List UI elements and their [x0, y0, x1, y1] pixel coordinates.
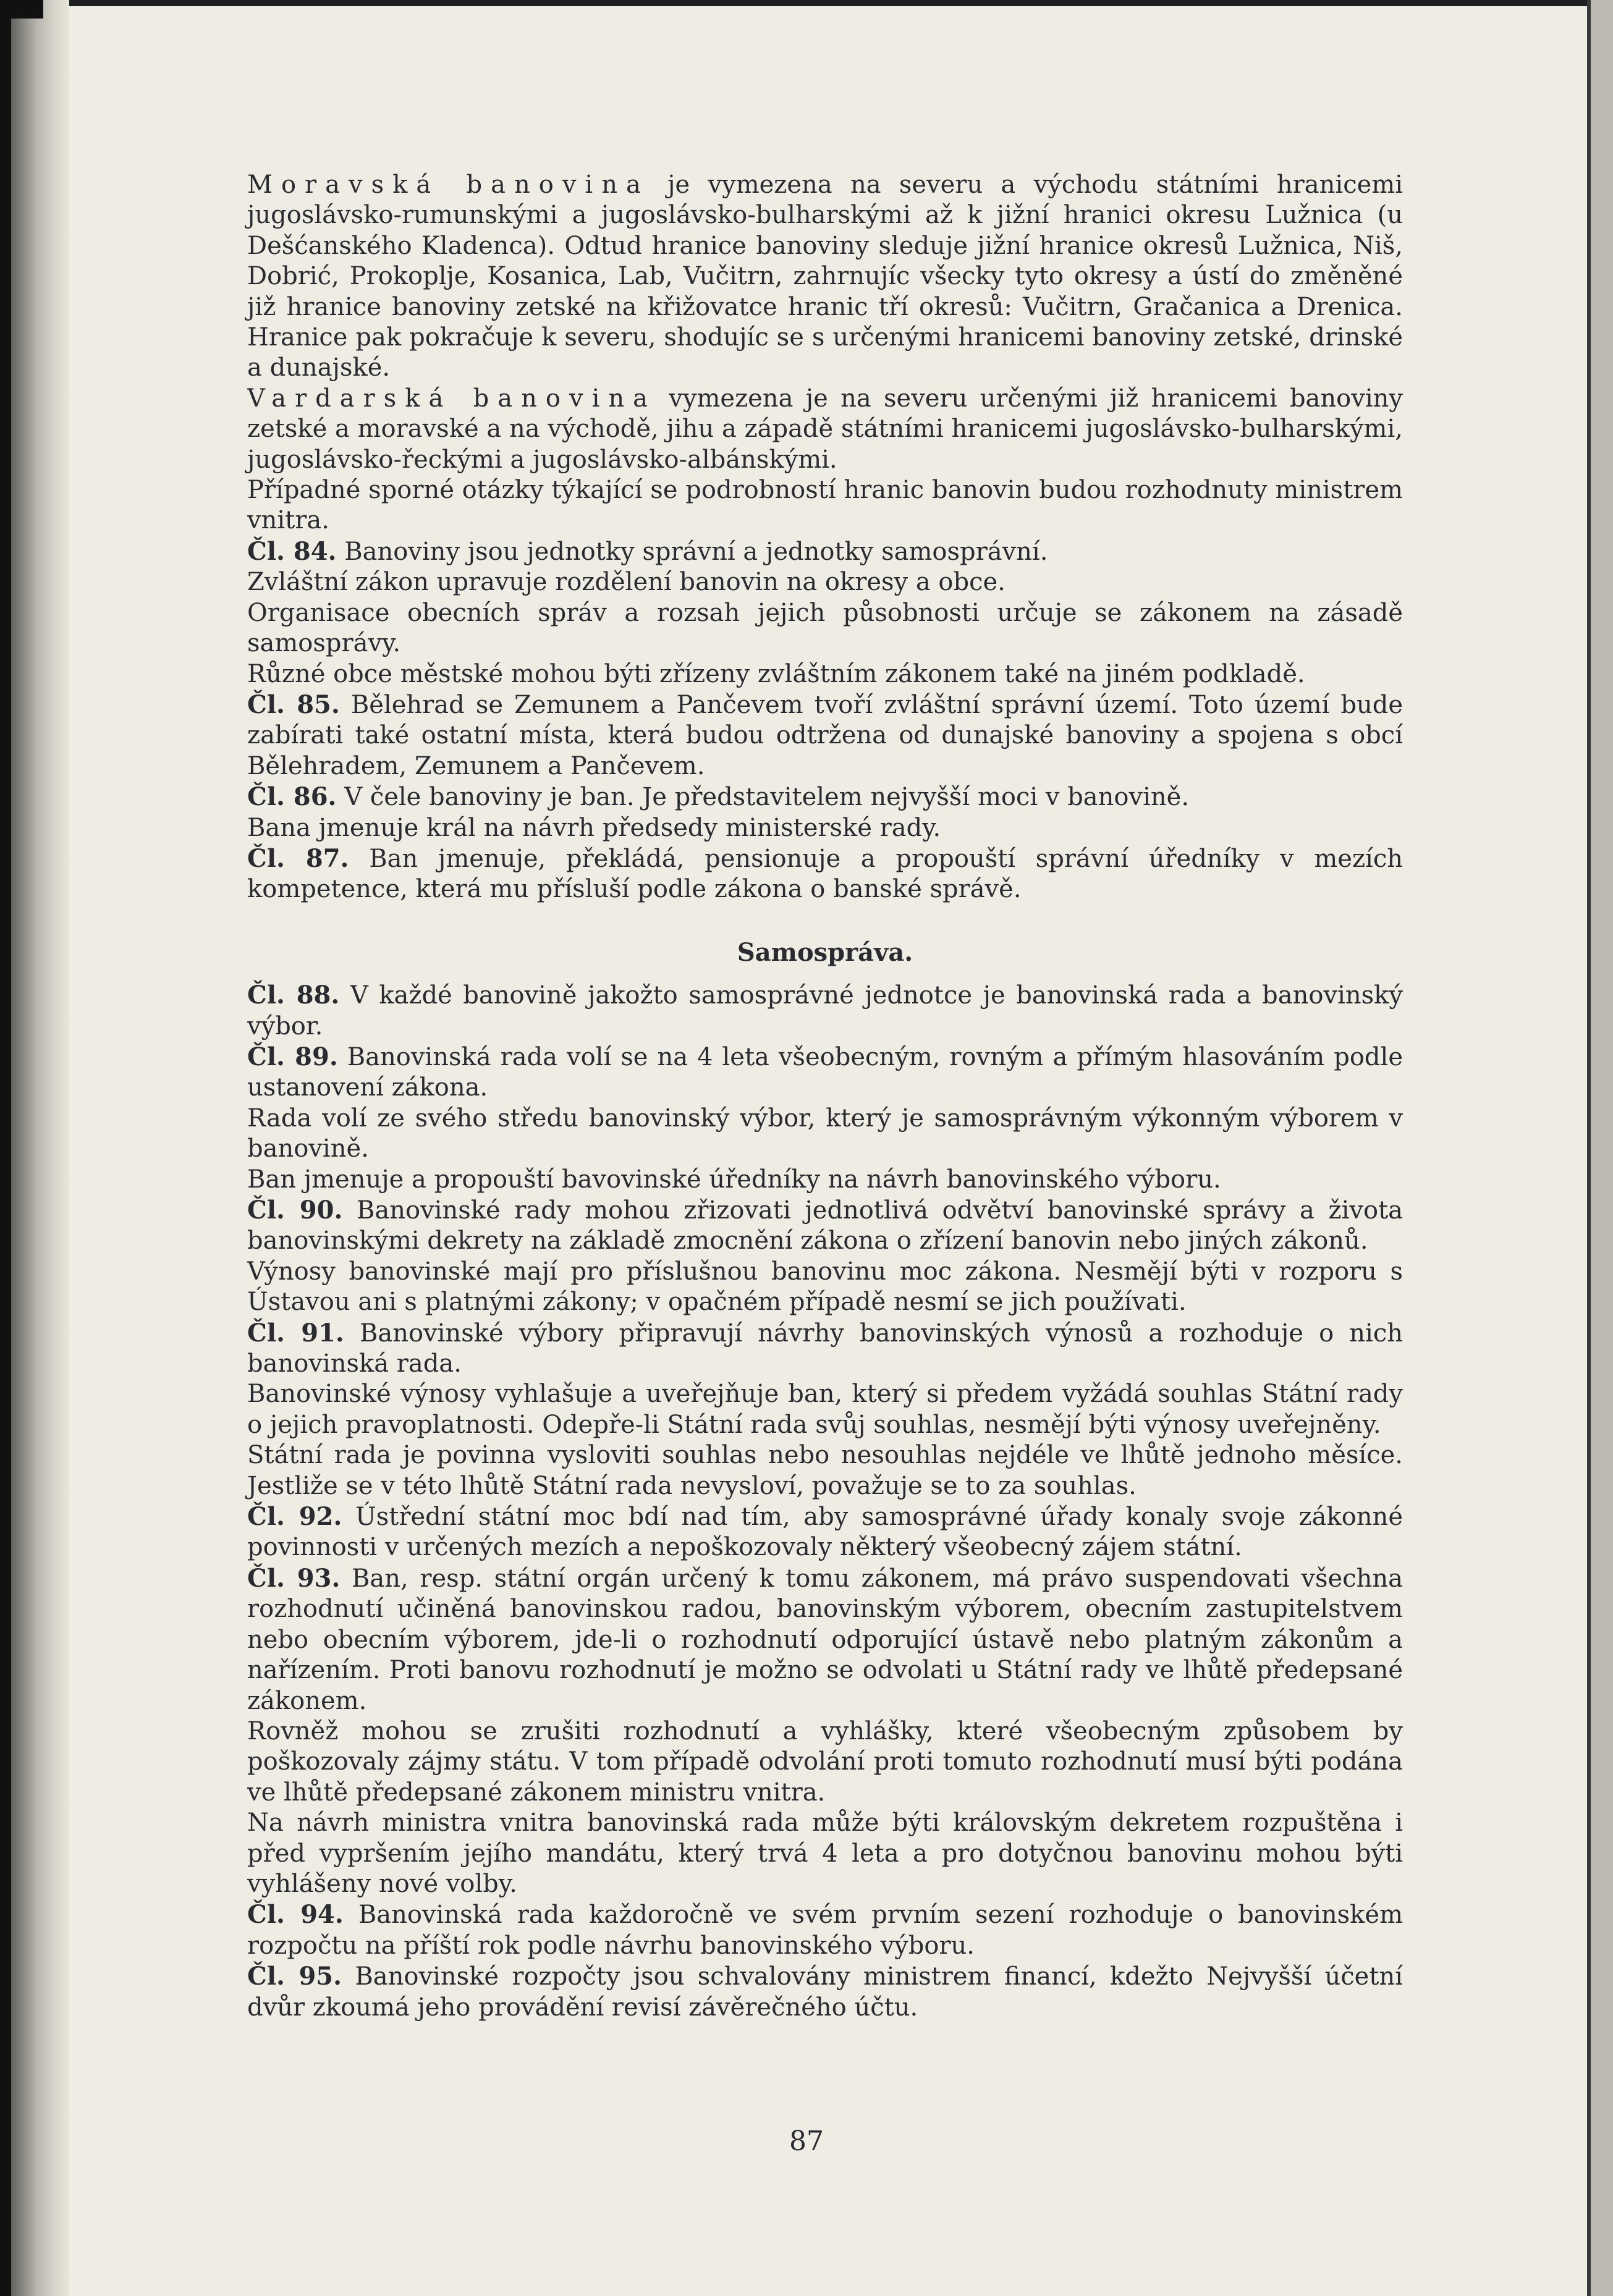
paragraph — [247, 598, 1403, 659]
spaced-term: Vardarská banovina — [247, 384, 656, 413]
paragraph-text: Banoviny jsou jednotky správní a jednotky samosprávní. — [336, 537, 1048, 566]
article-number: Čl. 90. — [247, 1196, 343, 1225]
article-number: Čl. 87. — [247, 843, 349, 873]
paragraph-text: V každé banovině jakožto samosprávné jednotce je banovinská rada a banovinský výbor. — [247, 981, 1403, 1040]
paragraph-text: je vymezena na severu a východu státními hranicemi jugoslávsko-rumunskými a jugoslávsko-bulharskými až k jižní hranici okresu Lužnica (u Dešćanského Kladenca). Odtud hranice banoviny sleduje jižní hranice okresů Lužnica, Niš, Dobrić, Prokoplje, Kosanica, Lab, Vučitrn, zahrnujíc všecky tyto okresy a ústí do změněné již hranice banoviny zetské na křižovatce hranic tří okresů: Vučitrn, Gračanica a Drenica. Hranice pak pokračuje k severu, shodujíc se s určenými hranicemi banoviny zetské, drinské a dunajské. — [247, 171, 1403, 382]
article-number: Čl. 88. — [247, 981, 340, 1010]
article-90 — [247, 1195, 1403, 1257]
paragraph-text: Bana jmenuje král na návrh předsedy ministerské rady. — [247, 813, 941, 842]
article-number: Čl. 85. — [247, 690, 340, 719]
paragraph — [247, 813, 1403, 843]
paragraph-text: Banovinské rozpočty jsou schvalovány ministrem financí, kdežto Nejvyšší účetní dvůr zkoumá jeho provádění revisí závěrečného účtu. — [247, 1962, 1403, 2022]
paragraph — [247, 659, 1403, 690]
paragraph-text: Ústřední státní moc bdí nad tím, aby samosprávné úřady konaly svoje zákonné povinnosti v určených mezích a nepoškozovaly některý všeobecný zájem státní. — [247, 1503, 1403, 1562]
paragraph-text: Banovinská rada volí se na 4 leta všeobecným, rovným a přímým hlasováním podle ustanovení zákona. — [247, 1042, 1403, 1102]
article-93 — [247, 1563, 1403, 1716]
article-number: Čl. 84. — [247, 536, 337, 566]
paragraph-text: Výnosy banovinské mají pro příslušnou banovinu moc zákona. Nesmějí býti v rozporu s Ústavou ani s platnými zákony; v opačném případě nesmí se jich používati. — [247, 1257, 1403, 1317]
article-number: Čl. 95. — [247, 1962, 342, 1991]
article-86 — [247, 782, 1403, 812]
paragraph — [247, 567, 1403, 597]
paragraph-moravska — [247, 170, 1403, 384]
paragraph-text: Různé obce městské mohou býti zřízeny zvláštním zákonem také na jiném podkladě. — [247, 659, 1305, 688]
article-87 — [247, 843, 1403, 905]
book-gutter-shadow — [0, 0, 69, 2296]
paragraph-text: Na návrh ministra vnitra banovinská rada může býti královským dekretem rozpuštěna i před vypršením jejího mandátu, který trvá 4 leta a pro dotyčnou banovinu mohou býti vyhlášeny nové volby. — [247, 1809, 1403, 1898]
article-number: Čl. 93. — [247, 1563, 341, 1593]
paragraph-text: Rovněž mohou se zrušiti rozhodnutí a vyhlášky, které všeobecným způsobem by poškozovaly zájmy státu. V tom případě odvolání proti tomuto rozhodnutí musí býti podána ve lhůtě předepsané zákonem ministru vnitra. — [247, 1716, 1403, 1807]
paragraph — [247, 1165, 1403, 1195]
paragraph-sporne-otazky — [247, 475, 1403, 536]
paragraph-text: Ban jmenuje a propouští bavovinské úředníky na návrh banovinského výboru. — [247, 1165, 1221, 1194]
page-right-edge — [1591, 0, 1613, 2296]
paragraph — [247, 1379, 1403, 1440]
scan-corner-mark — [0, 0, 43, 19]
article-number: Čl. 94. — [247, 1900, 344, 1930]
paragraph — [247, 1716, 1403, 1808]
paragraph-text: Ban jmenuje, překládá, pensionuje a propouští správní úředníky v mezích kompetence, která mu přísluší podle zákona o banské správě. — [247, 844, 1403, 904]
article-number: Čl. 92. — [247, 1502, 342, 1532]
article-92 — [247, 1501, 1403, 1563]
paragraph — [247, 1104, 1403, 1165]
paragraph-text: Státní rada je povinna vysloviti souhlas nebo nesouhlas nejdéle ve lhůtě jednoho měsíce. Jestliže se v této lhůtě Státní rada nevysloví, považuje se to za souhlas. — [247, 1441, 1403, 1500]
article-91 — [247, 1318, 1403, 1380]
article-85 — [247, 690, 1403, 782]
page-number: 87 — [789, 2125, 824, 2157]
paragraph-text: Ban, resp. státní orgán určený k tomu zákonem, má právo suspendovati všechna rozhodnutí učiněná banovinskou radou, banovinským výborem, obecním zastupitelstvem nebo obecním výborem, jde-li o rozhodnutí odporující ústavě nebo platným zákonům a nařízením. Proti banovu rozhodnutí je možno se odvolati u Státní rady ve lhůtě předepsané zákonem. — [247, 1564, 1403, 1715]
paragraph — [247, 1808, 1403, 1899]
article-number: Čl. 91. — [247, 1318, 344, 1348]
paragraph-text: Organisace obecních správ a rozsah jejich působnosti určuje se zákonem na zásadě samosprávy. — [247, 598, 1403, 658]
article-number: Čl. 89. — [247, 1042, 338, 1071]
scan-top-border — [0, 0, 1613, 6]
paragraph-text: Banovinské rady mohou zřizovati jednotlivá odvětví banovinské správy a života banovinskými dekrety na základě zmocnění zákona o zřízení banovin nebo jiných zákonů. — [247, 1196, 1403, 1256]
article-number: Čl. 86. — [247, 782, 337, 812]
spaced-term: Moravská banovina — [247, 171, 650, 199]
paragraph-text: Banovinské výnosy vyhlašuje a uveřejňuje ban, který si předem vyžádá souhlas Státní rady o jejich pravoplatnosti. Odepře-li Státní rada svůj souhlas, nesmějí býti výnosy uveřejněny. — [247, 1380, 1403, 1439]
paragraph-text: Zvláštní zákon upravuje rozdělení banovin na okresy a obce. — [247, 568, 1005, 597]
paragraph-text: Případné sporné otázky týkající se podrobností hranic banovin budou rozhodnuty ministrem vnitra. — [247, 476, 1403, 535]
section-heading: Samospráva. — [737, 937, 913, 967]
paragraph-text: Rada volí ze svého středu banovinský výbor, který je samosprávným výkonným výborem v banovině. — [247, 1104, 1403, 1163]
article-95 — [247, 1961, 1403, 2023]
paragraph — [247, 1257, 1403, 1318]
paragraph-text: Bělehrad se Zemunem a Pančevem tvoří zvláštní správní území. Toto území bude zabírati také ostatní místa, která budou odtržena od dunajské banoviny a spojena s obcí Bělehradem, Zemunem a Pančevem. — [247, 690, 1403, 780]
paragraph — [247, 1440, 1403, 1501]
paragraph-text: V čele banoviny je ban. Je představitelem nejvyšší moci v banovině. — [336, 783, 1190, 812]
body-text — [247, 170, 1403, 2023]
paragraph-text: Banovinská rada každoročně ve svém prvním sezení rozhoduje o banovinském rozpočtu na příští rok podle návrhu banovinského výboru. — [247, 1901, 1403, 1960]
article-88 — [247, 980, 1403, 1042]
article-89 — [247, 1042, 1403, 1104]
article-94 — [247, 1899, 1403, 1961]
paragraph-vardarska — [247, 384, 1403, 475]
paragraph-text: Banovinské výbory připravují návrhy banovinských výnosů a rozhoduje o nich banovinská rada. — [247, 1319, 1403, 1378]
article-84 — [247, 536, 1403, 567]
paragraph-text: vymezena je na severu určenými již hranicemi banoviny zetské a moravské a na východě, jihu a západě státními hranicemi jugoslávsko-bulharskými, jugoslávsko-řeckými a jugoslávsko-albánskými. — [247, 384, 1403, 474]
